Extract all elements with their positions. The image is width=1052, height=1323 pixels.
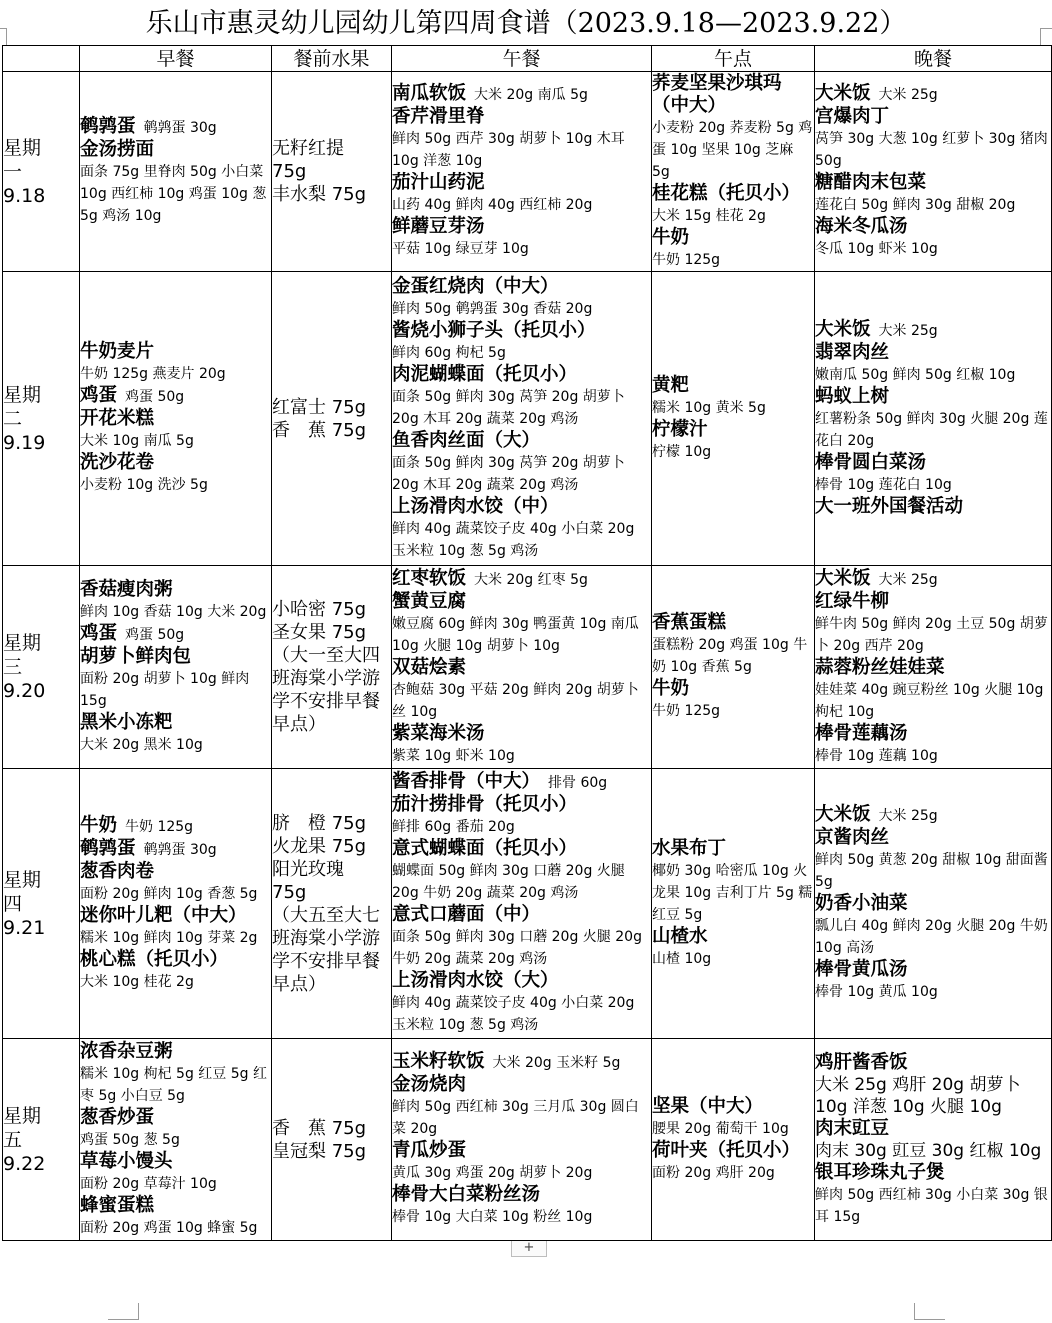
dish-ingredients: 牛奶 125g xyxy=(652,703,721,719)
dish-label: 香菇瘦肉粥 xyxy=(80,578,173,600)
dish-label: 大米饭 xyxy=(815,83,871,104)
dish-ingredients: 椰奶 30g 哈密瓜 10g 火龙果 10g 吉利丁片 5g 糯红豆 5g xyxy=(652,862,813,923)
dish-label: 鱼香肉丝面（大） xyxy=(392,429,541,451)
fruit-item: 丰水梨 75g xyxy=(272,184,367,205)
fruit-item: 脐 橙 75g xyxy=(272,812,367,834)
dish-name xyxy=(80,1107,271,1129)
dish-label: 鲜蘑豆芽汤 xyxy=(392,216,485,237)
day-cell xyxy=(3,566,80,769)
fruit-item: 火龙果 75g xyxy=(272,835,367,857)
dish-name xyxy=(392,1184,651,1206)
dish-label: 葱香肉卷 xyxy=(80,860,155,882)
dish-ingredients: 面粉 20g 胡萝卜 10g 鲜肉 15g xyxy=(80,670,250,709)
dish-ingredients: 紫菜 10g 虾米 10g xyxy=(392,747,515,764)
fruit-cell xyxy=(272,72,392,272)
dish-name xyxy=(80,1041,271,1063)
snack-cell xyxy=(652,272,815,566)
dish-ingredients: 大米 20g 南瓜 5g xyxy=(474,87,588,103)
dish-label: 京酱肉丝 xyxy=(815,827,890,848)
dish-ingredients: 牛奶 125g 燕麦片 20g xyxy=(80,366,226,382)
day-row xyxy=(3,72,1052,272)
fruit-cell xyxy=(272,1039,392,1241)
day-label: 星期 xyxy=(3,136,42,159)
dish-name xyxy=(815,1162,1051,1184)
dish-label: 宫爆肉丁 xyxy=(815,106,890,127)
lunch-cell xyxy=(392,566,652,769)
dish-ingredients: 排骨 60g xyxy=(548,775,608,791)
dish-label: 青瓜炒蛋 xyxy=(392,1140,467,1161)
fruit-item: 无籽红提 xyxy=(272,138,344,159)
dish-name xyxy=(392,657,651,679)
fruit-item: 75g xyxy=(272,161,307,182)
dish-name xyxy=(815,216,1051,238)
dish-name xyxy=(815,591,1051,613)
fruit-item: （大一至大四班海棠小学游学不安排早餐早点） xyxy=(272,645,380,735)
dish-label: 玉米籽软饭 xyxy=(392,1051,485,1072)
dish-label: 牛奶 xyxy=(652,678,690,699)
dish-label: 肉泥蝴蝶面（托贝小） xyxy=(392,363,578,385)
dish-name xyxy=(80,579,271,601)
dish-ingredients: 大米 25g xyxy=(878,808,938,824)
dish-name xyxy=(80,341,271,363)
dish-label: 棒骨大白菜粉丝汤 xyxy=(392,1184,541,1205)
dish-name xyxy=(815,1118,1051,1140)
dish-name xyxy=(392,723,651,745)
dish-label: 海米冬瓜汤 xyxy=(815,216,908,237)
dish-name xyxy=(815,723,1051,745)
dish-ingredients: 红薯粉条 50g 鲜肉 30g 火腿 20g 莲花白 20g xyxy=(815,411,1048,449)
crop-mark xyxy=(108,1303,139,1320)
dish-name xyxy=(815,319,1051,342)
dish-label: 鸡蛋 xyxy=(80,622,118,644)
dish-name xyxy=(392,1140,651,1162)
dish-ingredients: 面粉 20g 草莓汁 10g xyxy=(80,1175,217,1192)
fruit-item: 红富士 75g xyxy=(272,396,367,418)
dish-ingredients: 牛奶 125g xyxy=(125,818,194,835)
snack-cell xyxy=(652,566,815,769)
day-label: 三 xyxy=(3,656,23,678)
breakfast-cell xyxy=(80,769,272,1039)
dish-ingredients: 鹌鹑蛋 30g xyxy=(143,841,217,858)
dish-name xyxy=(815,342,1051,364)
dish-ingredients: 面条 50g 鲜肉 30g 莴笋 20g 胡萝卜 20g 木耳 20g 蔬菜 20g 鸡汤 xyxy=(392,454,625,493)
breakfast-cell xyxy=(80,1039,272,1241)
dish-ingredients: 大米 25g xyxy=(878,571,938,588)
dish-ingredients: 鲜肉 50g 黄葱 20g 甜椒 10g 甜面酱 5g xyxy=(815,852,1048,890)
dish-ingredients: 娃娃菜 40g 豌豆粉丝 10g 火腿 10g 枸杞 10g xyxy=(815,681,1044,720)
dish-ingredients: 面条 50g 鲜肉 30g 莴笋 20g 胡萝卜 20g 木耳 20g 蔬菜 20g 鸡汤 xyxy=(392,388,625,427)
dinner-cell xyxy=(815,72,1052,272)
dish-name xyxy=(392,276,651,298)
dish-ingredients: 大米 20g 玉米籽 5g xyxy=(492,1055,621,1071)
dish-name xyxy=(652,183,814,205)
dish-name xyxy=(80,1195,271,1217)
dish-label: 意式口蘑面（中） xyxy=(392,904,541,925)
dish-name xyxy=(392,794,651,816)
dish-label: 水果布丁 xyxy=(652,837,727,859)
dish-name xyxy=(392,172,651,194)
dish-ingredients: 鸡蛋 50g 葱 5g xyxy=(80,1131,180,1148)
header-lunch: 午餐 xyxy=(392,46,652,72)
dish-label: 红枣软饭 xyxy=(392,567,467,589)
dish-label: 牛奶麦片 xyxy=(80,341,155,362)
fruit-cell xyxy=(272,272,392,566)
dish-name xyxy=(652,1096,814,1118)
day-label: 二 xyxy=(3,407,23,430)
dish-label: 棒骨黄瓜汤 xyxy=(815,959,908,980)
dish-ingredients: 山药 40g 鲜肉 40g 西红柿 20g xyxy=(392,197,593,213)
dish-ingredients: 鲜肉 50g 鹌鹑蛋 30g 香菇 20g xyxy=(392,300,593,317)
dish-label: 蚂蚁上树 xyxy=(815,386,890,407)
dish-name xyxy=(80,452,271,474)
dinner-cell xyxy=(815,769,1052,1039)
fruit-item: 圣女果 75g xyxy=(272,622,367,643)
dish-label: 黑米小冻粑 xyxy=(80,711,173,733)
dish-name xyxy=(815,106,1051,128)
day-label: 9.19 xyxy=(3,431,46,454)
day-row xyxy=(3,566,1052,769)
dish-name xyxy=(815,568,1051,591)
crop-mark xyxy=(0,28,7,45)
dish-label: 金蛋红烧肉（中大） xyxy=(392,275,559,297)
dish-ingredients: 大米 25g xyxy=(878,87,938,103)
dish-label: 意式蝴蝶面（托贝小） xyxy=(392,838,578,859)
dish-name xyxy=(652,678,814,700)
dish-ingredients: 小麦粉 20g 荞麦粉 5g 鸡蛋 10g 坚果 10g 芝麻 5g xyxy=(652,119,813,180)
dish-label: 银耳珍珠丸子煲 xyxy=(815,1161,945,1183)
dish-label: 糖醋肉末包菜 xyxy=(815,172,927,193)
dish-ingredients: 小麦粉 10g 洗沙 5g xyxy=(80,477,208,493)
dish-name xyxy=(652,612,814,634)
day-cell xyxy=(3,272,80,566)
dish-name xyxy=(392,496,651,518)
dish-name xyxy=(392,1074,651,1096)
day-label: 9.20 xyxy=(3,680,46,702)
dish-label: 坚果（中大） xyxy=(652,1095,764,1117)
dish-name xyxy=(392,568,651,591)
dish-label: 红绿牛柳 xyxy=(815,590,890,612)
header-fruit: 餐前水果 xyxy=(272,46,392,72)
dish-name xyxy=(392,904,651,926)
dish-ingredients: 糯米 10g 鲜肉 10g 芽菜 2g xyxy=(80,929,258,946)
dish-label: 迷你叶儿粑（中大） xyxy=(80,904,247,926)
dinner-cell xyxy=(815,272,1052,566)
dish-label: 奶香小油菜 xyxy=(815,893,908,914)
day-row xyxy=(3,1039,1052,1241)
dish-label: 洗沙花卷 xyxy=(80,452,155,473)
snack-cell xyxy=(652,72,815,272)
lunch-cell xyxy=(392,272,652,566)
dish-name xyxy=(392,771,651,794)
dish-ingredients: 蝴蝶面 50g 鲜肉 30g 口蘑 20g 火腿 20g 牛奶 20g 蔬菜 20g 鸡汤 xyxy=(392,863,625,901)
dish-name xyxy=(392,216,651,238)
dish-label: 大一班外国餐活动 xyxy=(815,496,964,517)
dish-label: 棒骨莲藕汤 xyxy=(815,722,908,744)
dish-label: 胡萝卜鲜肉包 xyxy=(80,645,192,667)
dish-label: 浓香杂豆粥 xyxy=(80,1040,173,1062)
day-row xyxy=(3,272,1052,566)
dish-ingredients: 鸡蛋 50g xyxy=(125,389,185,405)
dish-name xyxy=(815,452,1051,474)
dish-ingredients: 大米 10g 南瓜 5g xyxy=(80,433,194,449)
fruit-item: 香 蕉 75g xyxy=(272,1117,367,1139)
dish-name xyxy=(652,419,814,441)
dish-name xyxy=(80,646,271,668)
dish-ingredients: 蛋糕粉 20g 鸡蛋 10g 牛奶 10g 香蕉 5g xyxy=(652,637,808,675)
dish-ingredients: 棒骨 10g 莲花白 10g xyxy=(815,477,952,493)
dish-name xyxy=(392,591,651,613)
dish-name xyxy=(815,172,1051,194)
dish-ingredients: 鸡蛋 50g xyxy=(125,626,185,643)
dish-ingredients: 鲜牛肉 50g 鲜肉 20g 土豆 50g 胡萝卜 20g 西芹 20g xyxy=(815,615,1048,654)
dish-ingredients: 鲜肉 40g 蔬菜饺子皮 40g 小白菜 20g 玉米粒 10g 葱 5g 鸡汤 xyxy=(392,995,635,1033)
dish-name xyxy=(815,1052,1051,1074)
day-label: 星期 xyxy=(3,1104,42,1127)
dish-ingredients: 大米 15g 桂花 2g xyxy=(652,207,766,224)
dish-name xyxy=(815,827,1051,849)
dish-label: 桂花糕（托贝小） xyxy=(652,182,801,204)
dish-name xyxy=(815,959,1051,981)
dish-label: 香蕉蛋糕 xyxy=(652,612,727,633)
dish-name xyxy=(80,385,271,408)
dish-label: 金汤烧肉 xyxy=(392,1074,467,1095)
day-cell xyxy=(3,769,80,1039)
day-label: 星期 xyxy=(3,632,42,654)
dish-label: 大米饭 xyxy=(815,804,871,825)
fruit-item: （大五至大七班海棠小学游学不安排早餐早点） xyxy=(272,904,380,995)
dish-ingredients: 糯米 10g 黄米 5g xyxy=(652,399,766,416)
fruit-item: 皇冠梨 75g xyxy=(272,1140,367,1162)
snack-cell xyxy=(652,1039,815,1241)
dish-ingredients: 面条 75g 里脊肉 50g 小白菜 10g 西红柿 10g 鸡蛋 10g 葱 5g 鸡汤 10g xyxy=(80,164,267,224)
day-label: 一 xyxy=(3,160,23,183)
header-snack: 午点 xyxy=(652,46,815,72)
dish-ingredients: 鲜肉 10g 香菇 10g 大米 20g xyxy=(80,603,267,620)
dish-ingredients: 瓢儿白 40g 鲜肉 20g 火腿 20g 牛奶 10g 高汤 xyxy=(815,918,1048,956)
dish-name xyxy=(652,73,814,117)
dish-ingredients: 面粉 20g 鸡蛋 10g 蜂蜜 5g xyxy=(80,1219,258,1236)
fruit-item: 香 蕉 75g xyxy=(272,419,367,441)
dish-label: 荞麦坚果沙琪玛（中大） xyxy=(652,72,782,116)
dish-label: 肉末豇豆 xyxy=(815,1117,890,1139)
day-cell xyxy=(3,72,80,272)
day-label: 星期 xyxy=(3,868,42,891)
fruit-item: 小哈密 75g xyxy=(272,599,367,620)
dish-name xyxy=(80,116,271,139)
dish-ingredients: 鲜肉 50g 西芹 30g 胡萝卜 10g 木耳 10g 洋葱 10g xyxy=(392,131,625,169)
header-row xyxy=(3,46,1052,72)
dish-ingredients: 鲜排 60g 番茄 20g xyxy=(392,819,515,835)
dish-label: 双菇烩素 xyxy=(392,656,467,678)
dish-label: 翡翠肉丝 xyxy=(815,342,890,363)
dish-ingredients: 大米 25g xyxy=(878,323,938,339)
dish-label: 桃心糕（托贝小） xyxy=(80,948,229,970)
dish-name xyxy=(80,1151,271,1173)
dish-ingredients: 大米 20g 红枣 5g xyxy=(474,571,588,588)
dish-ingredients: 平菇 10g 绿豆芽 10g xyxy=(392,241,529,257)
dish-ingredients: 莴笋 30g 大葱 10g 红萝卜 30g 猪肉 50g xyxy=(815,131,1048,169)
dish-name xyxy=(815,386,1051,408)
dish-label: 鹌鹑蛋 xyxy=(80,116,136,137)
lunch-cell xyxy=(392,1039,652,1241)
dish-label: 柠檬汁 xyxy=(652,418,708,440)
dish-name xyxy=(652,1140,814,1162)
dish-ingredients: 肉末 30g 豇豆 30g 红椒 10g xyxy=(815,1140,1042,1161)
dish-ingredients: 棒骨 10g 大白菜 10g 粉丝 10g xyxy=(392,1209,593,1225)
dish-ingredients: 嫩南瓜 50g 鲜肉 50g 红椒 10g xyxy=(815,367,1016,383)
dish-name xyxy=(80,861,271,883)
dish-name xyxy=(392,838,651,860)
dish-ingredients: 鲜肉 50g 西红柿 30g 小白菜 30g 银耳 15g xyxy=(815,1186,1048,1225)
menu-table xyxy=(2,45,1052,1241)
dish-ingredients: 大米 20g 黑米 10g xyxy=(80,736,203,753)
dish-label: 牛奶 xyxy=(652,226,690,248)
day-row xyxy=(3,769,1052,1039)
dish-ingredients: 莲花白 50g 鲜肉 30g 甜椒 20g xyxy=(815,197,1016,213)
dish-ingredients: 鲜肉 60g 枸杞 5g xyxy=(392,344,506,361)
day-label: 星期 xyxy=(3,383,42,406)
dish-name xyxy=(80,949,271,971)
dish-ingredients: 大米 25g 鸡肝 20g 胡萝卜 10g 洋葱 10g 火腿 10g xyxy=(815,1074,1021,1117)
dish-name xyxy=(652,926,814,948)
header-breakfast: 早餐 xyxy=(80,46,272,72)
dish-ingredients: 面粉 20g 鲜肉 10g 香葱 5g xyxy=(80,885,258,902)
dish-name xyxy=(392,1051,651,1074)
fruit-cell xyxy=(272,769,392,1039)
fruit-item: 75g xyxy=(272,881,307,903)
dish-label: 酱香排骨（中大） xyxy=(392,771,541,792)
dish-name xyxy=(652,227,814,249)
dish-ingredients: 面粉 20g 鸡肝 20g xyxy=(652,1164,775,1181)
dish-label: 蟹黄豆腐 xyxy=(392,590,467,612)
dish-label: 草莓小馒头 xyxy=(80,1150,173,1172)
dish-ingredients: 鲜肉 50g 西红柿 30g 三月瓜 30g 圆白菜 20g xyxy=(392,1099,639,1137)
dish-label: 山楂水 xyxy=(652,925,708,947)
dish-name xyxy=(80,712,271,734)
dish-name xyxy=(652,375,814,397)
day-label: 四 xyxy=(3,892,23,915)
day-label: 9.22 xyxy=(3,1152,46,1175)
breakfast-cell xyxy=(80,72,272,272)
dish-label: 紫菜海米汤 xyxy=(392,722,485,744)
dish-name xyxy=(80,408,271,430)
dish-name xyxy=(80,623,271,646)
dish-name xyxy=(80,815,271,838)
dish-label: 南瓜软饭 xyxy=(392,83,467,104)
snack-cell xyxy=(652,769,815,1039)
dish-ingredients: 棒骨 10g 黄瓜 10g xyxy=(815,984,938,1000)
breakfast-cell xyxy=(80,272,272,566)
dish-label: 开花米糕 xyxy=(80,408,155,429)
dish-ingredients: 黄瓜 30g 鸡蛋 20g 胡萝卜 20g xyxy=(392,1165,593,1181)
dish-name xyxy=(652,838,814,860)
dish-name xyxy=(815,804,1051,827)
header-dinner: 晚餐 xyxy=(815,46,1052,72)
day-label: 9.21 xyxy=(3,916,46,939)
crop-mark xyxy=(914,1303,945,1320)
dish-name xyxy=(392,364,651,386)
header-day xyxy=(3,46,80,72)
dish-label: 大米饭 xyxy=(815,567,871,589)
dish-label: 鸡蛋 xyxy=(80,385,118,406)
add-page-button[interactable]: + xyxy=(511,1241,547,1257)
dinner-cell xyxy=(815,1039,1052,1241)
dish-label: 牛奶 xyxy=(80,814,118,836)
dish-label: 棒骨圆白菜汤 xyxy=(815,452,927,473)
dish-label: 酱烧小狮子头（托贝小） xyxy=(392,319,596,341)
dish-label: 大米饭 xyxy=(815,319,871,340)
dish-label: 葱香炒蛋 xyxy=(80,1106,155,1128)
dish-name xyxy=(815,83,1051,106)
page-title: 乐山市惠灵幼儿园幼儿第四周食谱（2023.9.18—2023.9.22） xyxy=(145,8,907,39)
day-cell xyxy=(3,1039,80,1241)
crop-mark xyxy=(1040,28,1052,45)
fruit-item: 阳光玫瑰 xyxy=(272,858,344,880)
dish-name xyxy=(392,430,651,452)
dish-ingredients: 面条 50g 鲜肉 30g 口蘑 20g 火腿 20g 牛奶 20g 蔬菜 20g 鸡汤 xyxy=(392,929,642,967)
dish-name xyxy=(815,496,1051,518)
dish-ingredients: 大米 10g 桂花 2g xyxy=(80,973,194,990)
lunch-cell xyxy=(392,72,652,272)
dish-name xyxy=(392,970,651,992)
dish-ingredients: 鹌鹑蛋 30g xyxy=(143,120,217,136)
dish-label: 茄汁山药泥 xyxy=(392,172,485,193)
dish-label: 上汤滑肉水饺（中） xyxy=(392,495,559,517)
dish-name xyxy=(80,838,271,861)
dish-ingredients: 糯米 10g 枸杞 5g 红豆 5g 红枣 5g 小白豆 5g xyxy=(80,1065,267,1104)
lunch-cell xyxy=(392,769,652,1039)
dish-ingredients: 牛奶 125g xyxy=(652,251,721,268)
dinner-cell xyxy=(815,566,1052,769)
dish-name xyxy=(815,657,1051,679)
dish-ingredients: 腰果 20g 葡萄干 10g xyxy=(652,1120,789,1137)
day-label: 五 xyxy=(3,1128,23,1151)
dish-ingredients: 柠檬 10g xyxy=(652,443,712,460)
breakfast-cell xyxy=(80,566,272,769)
dish-name xyxy=(392,320,651,342)
dish-label: 金汤捞面 xyxy=(80,139,155,160)
dish-label: 香芹滑里脊 xyxy=(392,106,485,127)
dish-name xyxy=(80,905,271,927)
dish-name xyxy=(392,83,651,106)
dish-ingredients: 嫩豆腐 60g 鲜肉 30g 鸭蛋黄 10g 南瓜 10g 火腿 10g 胡萝卜 10g xyxy=(392,615,639,654)
dish-ingredients: 棒骨 10g 莲藕 10g xyxy=(815,747,938,764)
day-label: 9.18 xyxy=(3,184,46,207)
fruit-cell xyxy=(272,566,392,769)
dish-label: 鸡肝酱香饭 xyxy=(815,1051,908,1073)
dish-label: 茄汁捞排骨（托贝小） xyxy=(392,794,578,815)
dish-label: 蒜蓉粉丝娃娃菜 xyxy=(815,656,945,678)
dish-ingredients: 杏鲍菇 30g 平菇 20g 鲜肉 20g 胡萝卜丝 10g xyxy=(392,681,639,720)
dish-name xyxy=(815,893,1051,915)
dish-label: 黄粑 xyxy=(652,374,690,396)
dish-label: 蜂蜜蛋糕 xyxy=(80,1194,155,1216)
dish-label: 鹌鹑蛋 xyxy=(80,837,136,859)
dish-name xyxy=(392,106,651,128)
dish-label: 上汤滑肉水饺（大） xyxy=(392,970,559,991)
dish-label: 荷叶夹（托贝小） xyxy=(652,1139,801,1161)
dish-ingredients: 山楂 10g xyxy=(652,950,712,967)
dish-name xyxy=(80,139,271,161)
dish-ingredients: 鲜肉 40g 蔬菜饺子皮 40g 小白菜 20g 玉米粒 10g 葱 5g 鸡汤 xyxy=(392,520,635,559)
dish-ingredients: 冬瓜 10g 虾米 10g xyxy=(815,241,938,257)
